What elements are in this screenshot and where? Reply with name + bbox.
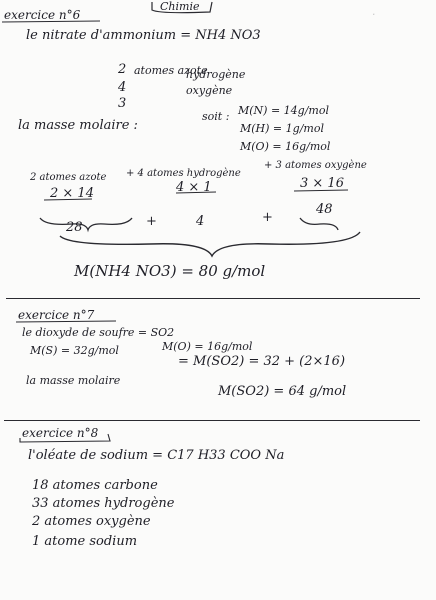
ex6-result-3: 48 bbox=[316, 202, 333, 217]
ex8-atom-1: 18 atomes carbone bbox=[32, 478, 158, 493]
ex6-sum-header-3: + 3 atomes oxygène bbox=[264, 160, 367, 171]
ex7-molar-s: M(S) = 32g/mol bbox=[30, 344, 119, 357]
divider-1 bbox=[6, 298, 420, 299]
ex8-atom-4: 1 atome sodium bbox=[32, 534, 138, 549]
ex7-equation-2: M(SO2) = 64 g/mol bbox=[218, 384, 347, 399]
ex6-product-3: 3 × 16 bbox=[300, 176, 344, 191]
ghost-mark: · bbox=[372, 8, 376, 21]
ex6-atom-count-2: 4 bbox=[118, 80, 127, 95]
ex6-atom-name-2: hydrogène bbox=[186, 68, 246, 81]
ex6-atom-name-1: atomes azote bbox=[134, 64, 208, 77]
ex6-atom-name-3: oxygène bbox=[186, 84, 233, 97]
ex8-title: exercice n°8 bbox=[22, 426, 99, 440]
ex6-product-1: 2 × 14 bbox=[50, 186, 94, 201]
divider-2 bbox=[4, 420, 420, 421]
ex7-molar-o: M(O) = 16g/mol bbox=[162, 340, 253, 353]
ex7-equation-1: = M(SO2) = 32 + (2×16) bbox=[178, 354, 346, 369]
ex6-molar-value-n: M(N) = 14g/mol bbox=[238, 104, 329, 117]
ex6-molar-value-h: M(H) = 1g/mol bbox=[240, 122, 324, 135]
ex6-plus-2: + bbox=[262, 210, 273, 225]
ex6-result-1: 28 bbox=[66, 220, 83, 235]
ex6-formula-line: le nitrate d'ammonium = NH4 NO3 bbox=[26, 28, 261, 43]
ex7-molar-label: la masse molaire bbox=[26, 374, 121, 387]
ex8-line1: l'oléate de sodium = C17 H33 COO Na bbox=[28, 448, 285, 463]
ex6-sum-header-1: 2 atomes azote bbox=[30, 172, 107, 183]
ex6-atom-count-3: 3 bbox=[118, 96, 127, 111]
ex6-total: M(NH4 NO3) = 80 g/mol bbox=[74, 262, 266, 280]
ex6-soit: soit : bbox=[202, 110, 230, 123]
ex6-atom-count-1: 2 bbox=[118, 62, 127, 77]
ex7-title: exercice n°7 bbox=[18, 308, 95, 322]
ex6-result-2: 4 bbox=[196, 214, 205, 229]
ex6-molar-value-o: M(O) = 16g/mol bbox=[240, 140, 331, 153]
ex6-sum-header-2: + 4 atomes hydrogène bbox=[126, 168, 241, 179]
ex6-product-2: 4 × 1 bbox=[176, 180, 212, 195]
ex6-molar-label: la masse molaire : bbox=[18, 118, 138, 133]
ex8-atom-2: 33 atomes hydrogène bbox=[32, 496, 175, 511]
ex7-line1: le dioxyde de soufre = SO2 bbox=[22, 326, 175, 339]
ex6-title: exercice n°6 bbox=[4, 8, 81, 22]
ex6-plus-1: + bbox=[146, 214, 157, 229]
ex8-atom-3: 2 atomes oxygène bbox=[32, 514, 151, 529]
header-stamp: Chimie bbox=[160, 0, 200, 13]
